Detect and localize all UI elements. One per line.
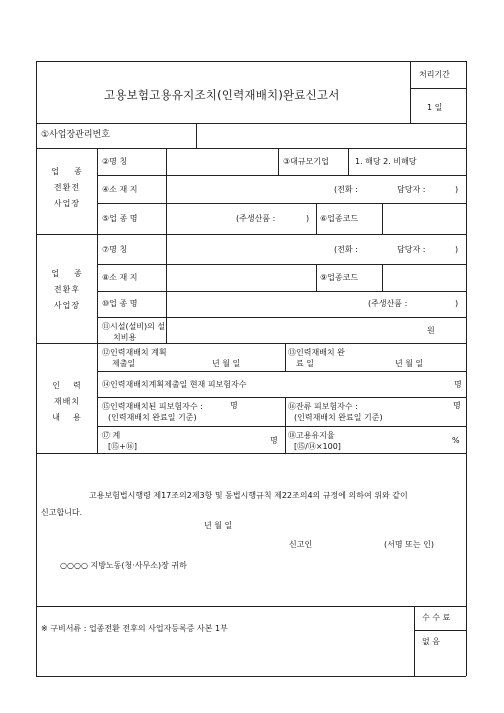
addressee: ○○○○ 지방노동(청·사무소)장 귀하: [60, 561, 187, 570]
current-insured-unit: 명: [454, 380, 462, 389]
before-main-product-close: ): [306, 214, 310, 223]
plan-date-label: ⑫인력재배치 계획 제출일: [102, 348, 167, 368]
before-industry-code-field[interactable]: [383, 204, 465, 233]
before-industry-label: ⑤업 종 명: [102, 214, 138, 223]
before-close-paren: ): [455, 185, 459, 194]
after-main-product-label: (주생산품 :: [368, 299, 408, 308]
section-label-after: 업 종 전환후 사업장: [51, 269, 83, 310]
after-industry-code-label: ⑨업종코드: [320, 273, 359, 282]
fee-label: 수 수 료: [422, 613, 451, 622]
facility-cost-unit: 원: [427, 326, 435, 335]
before-name-label: ②명 칭: [102, 157, 128, 166]
declaration-text-line-2: 신고합니다.: [41, 508, 83, 517]
after-address-field[interactable]: [167, 265, 315, 290]
documents-note: ※ 구비서류 : 업종전환 전후의 사업자등록증 사본 1부: [41, 624, 228, 633]
after-address-label: ⑧소 재 지: [102, 273, 138, 282]
business-number-label: ①사업장관리번호: [41, 130, 110, 140]
current-insured-label: ⑭인력재배치계획제출일 현재 피보험자수: [102, 380, 247, 389]
retention-rate-unit: %: [452, 436, 460, 445]
facility-cost-field[interactable]: [167, 318, 417, 342]
before-industry-code-label: ⑥업종코드: [320, 214, 359, 223]
before-phone-label: (전화 :: [334, 185, 358, 194]
relocated-insured-unit: 명: [230, 401, 238, 410]
reporter-label: 신고인: [289, 540, 313, 549]
facility-cost-label: ⑪시설(설비)의 설 치비용: [102, 322, 166, 342]
declaration-date[interactable]: 년 월 일: [204, 521, 233, 530]
retention-rate-label: ⑱고용유지율 [⑮/⑭×100]: [288, 431, 341, 451]
large-company-label: ③대규모기업: [283, 157, 329, 166]
plan-date-ymd[interactable]: 년 월 일: [212, 359, 241, 368]
relocated-insured-label: ⑮인력재배치된 피보험자수 : (인력재배치 완료일 기준): [102, 402, 203, 422]
remaining-insured-unit: 명: [453, 401, 461, 410]
form-title: 고용보험고용유지조치(인력재배치)완료신고서: [104, 88, 340, 102]
after-industry-label: ⑩업 종 명: [102, 299, 138, 308]
processing-period-label: 처리기간: [419, 70, 450, 79]
before-address-field[interactable]: [167, 176, 327, 202]
business-number-field[interactable]: [197, 124, 465, 147]
complete-date-ymd[interactable]: 년 월 일: [395, 359, 424, 368]
large-company-options[interactable]: 1. 해당 2. 비해당: [355, 157, 417, 166]
fee-value: 없 음: [422, 637, 440, 646]
total-label: ⑰ 계 [⑮+⑯]: [102, 431, 137, 451]
section-label-before: 업 종 전환전 사업장: [51, 167, 83, 208]
after-contact-label: 담당자 :: [397, 245, 426, 254]
before-contact-label: 담당자 :: [397, 185, 426, 194]
section-label-relocation: 인 력 재배치 내 용: [52, 381, 82, 422]
declaration-text-line-1: 고용보험법시행령 제17조의2제3항 및 동법시행규칙 제22조의4의 규정에 의하여 위와 같이: [89, 491, 408, 500]
before-main-product-label: (주생산품 :: [236, 214, 276, 223]
processing-period-value: 1 일: [427, 103, 443, 112]
after-name-field[interactable]: [167, 235, 327, 263]
after-main-product-close: ): [455, 299, 459, 308]
before-address-label: ④소 재 지: [102, 185, 138, 194]
after-industry-code-field[interactable]: [383, 265, 465, 290]
remaining-insured-label: ⑯잔류 피보험자수 : (인력재배치 완료일 기준): [288, 402, 383, 422]
signature-label[interactable]: (서명 또는 인): [384, 540, 434, 549]
before-name-field[interactable]: [167, 149, 277, 174]
complete-date-label: ⑬인력재배치 완 료 일: [288, 348, 345, 368]
total-unit: 명: [270, 436, 278, 445]
after-close-paren: ): [455, 245, 459, 254]
after-name-label: ⑦명 칭: [102, 245, 128, 254]
after-phone-label: (전화 :: [334, 245, 358, 254]
